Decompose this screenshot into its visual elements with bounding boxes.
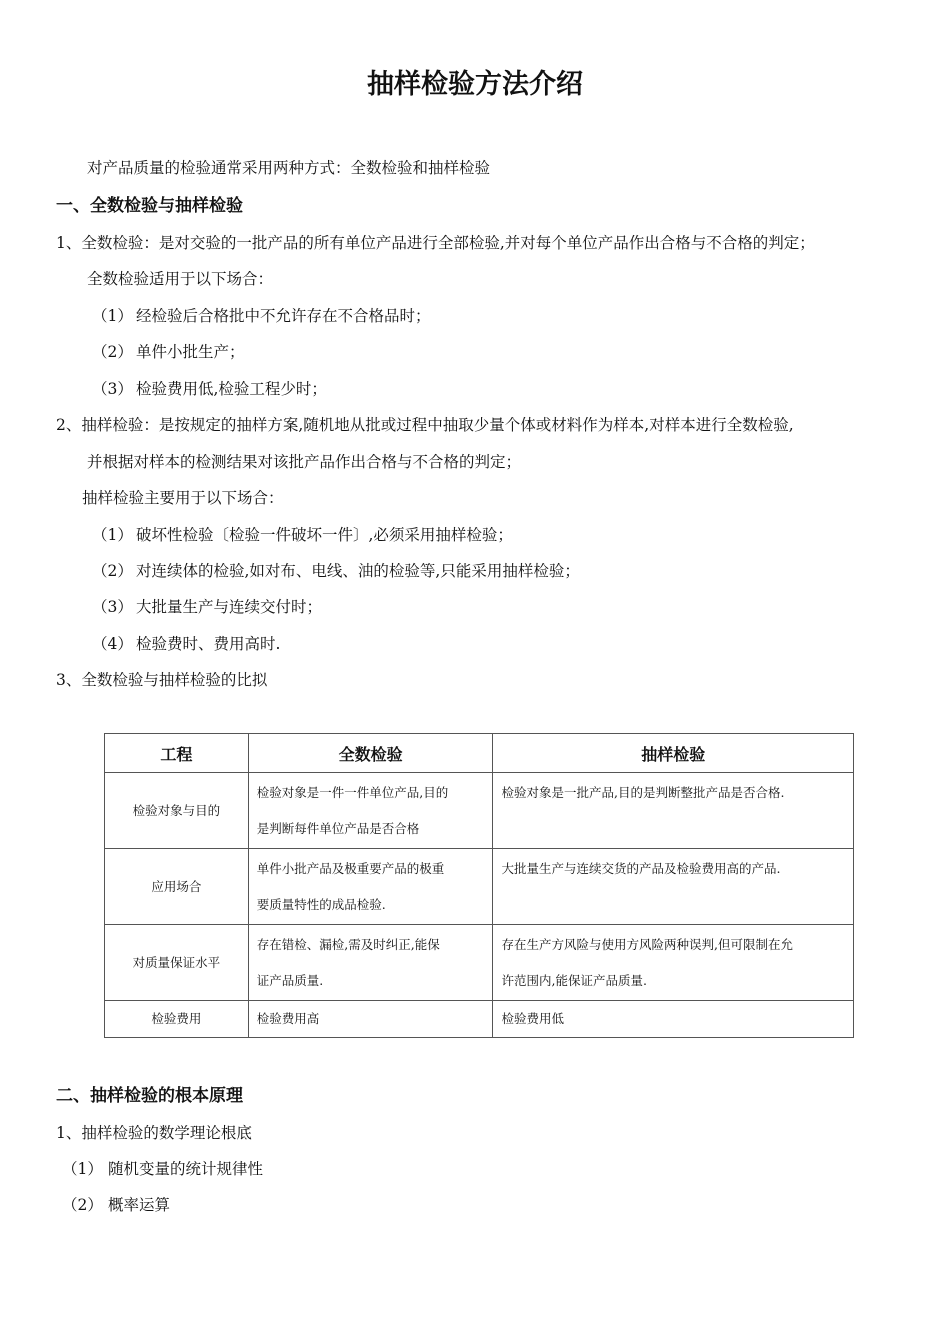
section2-item1: 1、抽样检验的数学理论根底 [56,1124,252,1142]
table-row [105,1001,854,1038]
list-item-text: 单件小批生产； [136,343,245,361]
list-item [62,1195,170,1215]
list-item [92,379,327,399]
cell-line: 许范围内,能保证产品质量. [501,973,647,988]
full-inspection-cell [248,925,493,1001]
cell-line: 存在生产方风险与使用方风险两种误判,但可限制在允 [501,937,793,952]
table-header-cell: 工程 [105,734,249,773]
list-item-number: （3） [92,380,133,398]
sampling-inspection-cell [493,925,854,1001]
list-item [62,1159,263,1179]
list-item [92,525,513,545]
list-item-text: 检验费时、费用高时. [136,635,281,653]
cell-line: 是判断每件单位产品是否合格 [256,821,420,836]
list-item [92,561,580,581]
item2-line2: 并根据对样本的检测结果对该批产品作出合格与不合格的判定； [87,453,522,471]
table-header-cell: 全数检验 [248,734,493,773]
cell-line: 检验费用高 [256,1011,320,1026]
list-item [92,306,431,326]
cell-line: 要质量特性的成品检验. [256,897,386,912]
table-row [105,849,854,925]
list-item-number: （1） [92,526,133,544]
item2-line3: 抽样检验主要用于以下场合： [82,489,284,507]
list-item-text: 大批量生产与连续交付时； [136,598,323,616]
section2-heading: 二、抽样检验的根本原理 [56,1086,243,1106]
intro-paragraph: 对产品质量的检验通常采用两种方式：全数检验和抽样检验 [87,159,491,177]
item2-line1: 2、抽样检验：是按规定的抽样方案,随机地从批或过程中抽取少量个体或材料作为样本,对样本进行全数检验, [56,416,794,434]
list-item-number: （2） [92,562,133,580]
list-item-number: （1） [62,1160,103,1178]
table-header-cell: 抽样检验 [493,734,854,773]
cell-line: 检验费用低 [501,1011,564,1026]
row-label: 检验对象与目的 [105,773,249,849]
full-inspection-cell [248,1001,493,1038]
full-inspection-cell [248,773,493,849]
comparison-table [104,733,854,1038]
sampling-inspection-cell [493,773,854,849]
item1-line2: 全数检验适用于以下场合： [87,270,274,288]
item3-line: 3、全数检验与抽样检验的比拟 [56,671,268,689]
full-inspection-cell [248,849,493,925]
row-label: 检验费用 [105,1001,249,1038]
list-item [92,597,322,617]
cell-line: 证产品质量. [256,973,324,988]
cell-line: 存在错检、漏检,需及时纠正,能保 [256,937,440,952]
list-item-number: （4） [92,635,133,653]
list-item-text: 随机变量的统计规律性 [108,1160,264,1178]
table-row [105,925,854,1001]
cell-line: 检验对象是一件一件单位产品,目的 [256,785,449,800]
list-item-text: 对连续体的检验,如对布、电线、油的检验等,只能采用抽样检验； [136,562,580,580]
table-row [105,773,854,849]
list-item-text: 概率运算 [108,1196,171,1214]
page-title: 抽样检验方法介绍 [367,69,583,100]
list-item-number: （2） [62,1196,103,1214]
list-item-number: （2） [92,343,133,361]
row-label: 对质量保证水平 [105,925,249,1001]
sampling-inspection-cell [493,1001,854,1038]
sampling-inspection-cell [493,849,854,925]
item1-line1: 1、全数检验：是对交验的一批产品的所有单位产品进行全部检验,并对每个单位产品作出合格与不合格的判定； [56,234,815,252]
list-item-number: （3） [92,598,133,616]
list-item-text: 经检验后合格批中不允许存在不合格品时； [136,307,431,325]
cell-line: 检验对象是一批产品,目的是判断整批产品是否合格. [501,785,785,800]
row-label: 应用场合 [105,849,249,925]
cell-line: 大批量生产与连续交货的产品及检验费用高的产品. [501,861,781,876]
list-item-text: 检验费用低,检验工程少时； [136,380,327,398]
list-item-number: （1） [92,307,133,325]
list-item [92,342,245,362]
table-header-row [105,734,854,773]
section1-heading: 一、全数检验与抽样检验 [56,196,243,216]
list-item [92,634,280,654]
list-item-text: 破坏性检验〔检验一件破坏一件〕,必须采用抽样检验； [136,526,513,544]
cell-line: 单件小批产品及极重要产品的极重 [256,861,445,876]
